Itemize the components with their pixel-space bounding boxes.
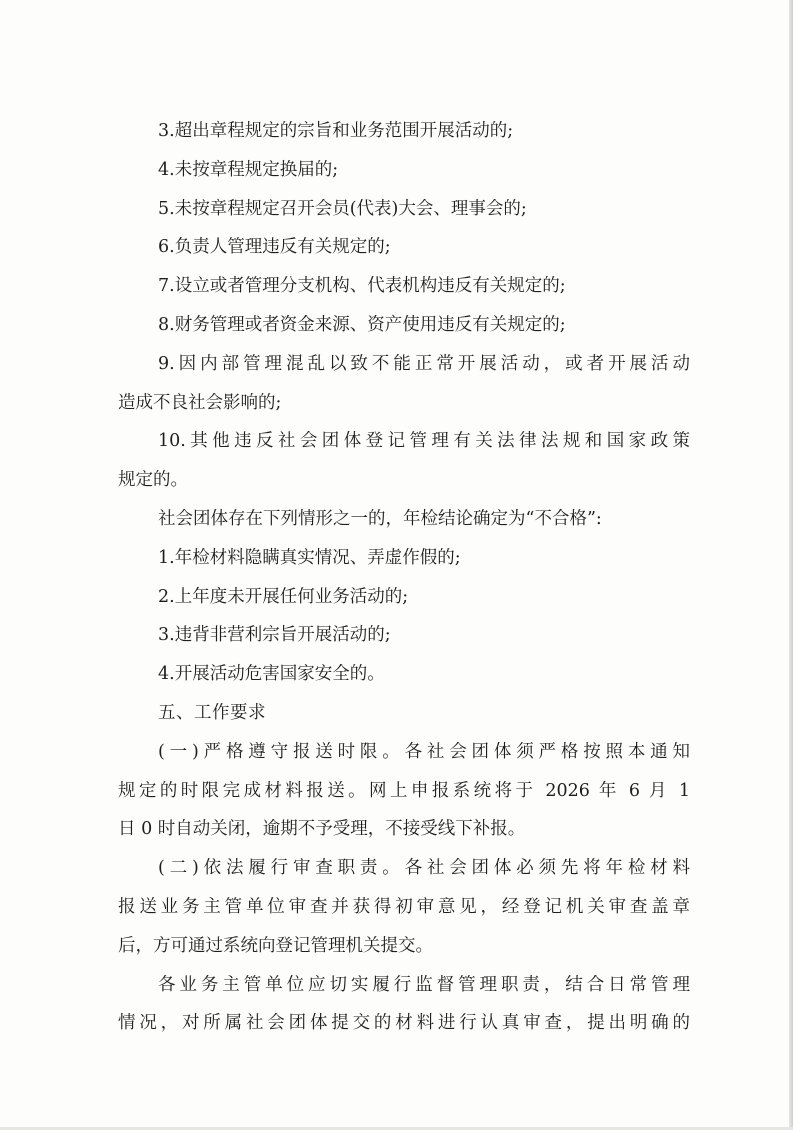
list-item-violation-5: 5.未按章程规定召开会员(代表)大会、理事会的; (158, 198, 527, 219)
section-heading-work-requirements: 五、工作要求 (158, 702, 266, 723)
paragraph-supervision-line-1: 各业务主管单位应切实履行监督管理职责，结合日常管理 (158, 974, 690, 995)
list-item-violation-3: 3.超出章程规定的宗旨和业务范围开展活动的; (158, 121, 514, 141)
list-item-violation-9-line-2: 造成不良社会影响的; (118, 392, 282, 413)
document-body (118, 112, 690, 1043)
paragraph-deadline-line-2: 规定的时限完成材料报送。网上申报系统将于 2026 年 6 月 1 (118, 780, 690, 801)
list-item-unqualified-4: 4.开展活动危害国家安全的。 (158, 664, 385, 685)
list-item-unqualified-3: 3.违背非营利宗旨开展活动的; (158, 625, 391, 646)
list-item-violation-8: 8.财务管理或者资金来源、资产使用违反有关规定的; (158, 314, 566, 335)
paragraph-deadline-line-1: (一)严格遵守报送时限。各社会团体须严格按照本通知 (158, 741, 690, 762)
list-item-unqualified-2: 2.上年度未开展任何业务活动的; (158, 586, 409, 607)
paragraph-review-line-1: (二)依法履行审查职责。各社会团体必须先将年检材料 (158, 858, 690, 879)
list-item-violation-6: 6.负责人管理违反有关规定的; (158, 237, 391, 258)
scan-edge-right (789, 0, 793, 1130)
list-item-violation-7: 7.设立或者管理分支机构、代表机构违反有关规定的; (158, 276, 566, 297)
paragraph-deadline-line-3: 日 0 时自动关闭，逾期不予受理，不接受线下补报。 (118, 819, 526, 840)
list-item-violation-9-line-1: 9.因内部管理混乱以致不能正常开展活动，或者开展活动 (158, 353, 690, 374)
list-item-violation-10-line-2: 规定的。 (118, 470, 188, 491)
list-item-unqualified-1: 1.年检材料隐瞒真实情况、弄虚作假的; (158, 547, 461, 568)
paragraph-review-line-2: 报送业务主管单位审查并获得初审意见，经登记机关审查盖章 (118, 896, 690, 917)
paragraph-supervision-line-2: 情况，对所属社会团体提交的材料进行认真审查，提出明确的 (118, 1013, 690, 1034)
paragraph-unqualified-intro: 社会团体存在下列情形之一的，年检结论确定为“不合格”: (158, 508, 602, 529)
paragraph-review-line-3: 后，方可通过系统向登记管理机关提交。 (118, 935, 433, 956)
list-item-violation-10-line-1: 10.其他违反社会团体登记管理有关法律法规和国家政策 (158, 431, 690, 452)
list-item-violation-4: 4.未按章程规定换届的; (158, 159, 339, 180)
